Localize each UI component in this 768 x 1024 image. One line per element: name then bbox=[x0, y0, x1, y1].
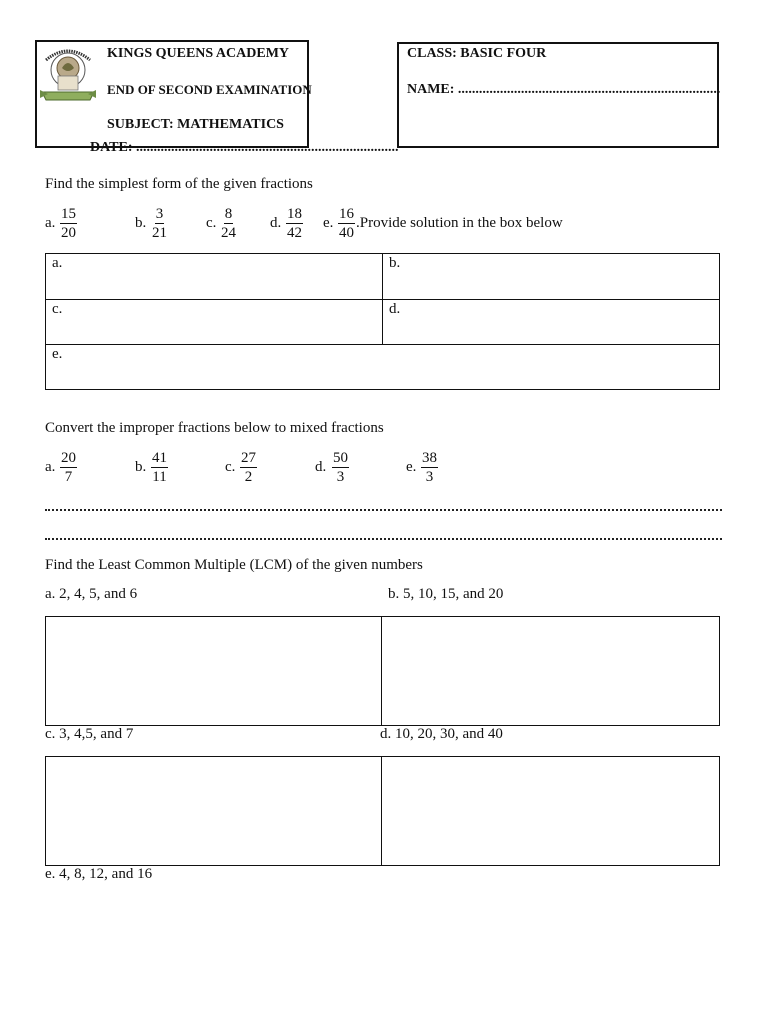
q3-instruction: Find the Least Common Multiple (LCM) of the given numbers bbox=[45, 557, 423, 573]
school-name: KINGS QUEENS ACADEMY bbox=[107, 46, 290, 61]
q2-label-b: b. bbox=[135, 459, 147, 475]
q3-item-e: e. 4, 8, 12, and 16 bbox=[45, 866, 153, 882]
class-label: CLASS: BASIC FOUR bbox=[407, 46, 547, 61]
q2-label-a: a. bbox=[45, 459, 56, 475]
subject-label: SUBJECT: MATHEMATICS bbox=[107, 117, 284, 132]
q2-answer-line[interactable] bbox=[45, 509, 722, 511]
q2-fraction-e: $\frac{38}{3}$ bbox=[422, 450, 437, 485]
q1-instruction: Find the simplest form of the given fractions bbox=[45, 176, 313, 192]
q2-fraction-a: $\frac{20}{7}$ bbox=[61, 450, 76, 485]
q3-item-c: c. 3, 4,5, and 7 bbox=[45, 726, 134, 742]
q3-grid-divider bbox=[381, 616, 382, 726]
q1-fraction-c: $\frac{8}{24}$ bbox=[221, 206, 236, 241]
q1-answer-cell-a[interactable]: a. bbox=[52, 255, 63, 271]
q1-answer-cell-c[interactable]: c. bbox=[52, 301, 63, 317]
q2-fraction-c: $\frac{27}{2}$ bbox=[241, 450, 256, 485]
q1-fraction-e: $\frac{16}{40}$ bbox=[339, 206, 354, 241]
q1-label-b: b. bbox=[135, 215, 147, 231]
school-crest-icon bbox=[38, 46, 98, 106]
q3-answer-cell-b[interactable] bbox=[383, 617, 719, 725]
q1-answer-cell-e[interactable]: e. bbox=[52, 346, 63, 362]
q1-label-d: d. bbox=[270, 215, 282, 231]
q2-answer-line[interactable] bbox=[45, 538, 722, 540]
q2-instruction: Convert the improper fractions below to mixed fractions bbox=[45, 420, 384, 436]
date-field[interactable]: DATE: ........................................................................... bbox=[90, 140, 399, 155]
exam-title: END OF SECOND EXAMINATION bbox=[107, 82, 312, 97]
q2-fraction-d: $\frac{50}{3}$ bbox=[333, 450, 348, 485]
q1-fraction-a: $\frac{15}{20}$ bbox=[61, 206, 76, 241]
q3-answer-cell-a[interactable] bbox=[46, 617, 380, 725]
q1-grid-row-line bbox=[45, 344, 720, 345]
q1-answer-cell-b[interactable]: b. bbox=[389, 255, 401, 271]
q1-grid-row-line bbox=[45, 299, 720, 300]
q1-label-a: a. bbox=[45, 215, 56, 231]
q2-label-e: e. bbox=[406, 459, 417, 475]
name-field[interactable]: NAME: ........................................................................... bbox=[407, 82, 721, 97]
q3-grid-divider bbox=[381, 756, 382, 866]
q1-fraction-b: $\frac{3}{21}$ bbox=[152, 206, 167, 241]
q2-fraction-b: $\frac{41}{11}$ bbox=[152, 450, 167, 485]
q1-fraction-d: $\frac{18}{42}$ bbox=[287, 206, 302, 241]
q3-answer-cell-c[interactable] bbox=[46, 757, 380, 865]
q2-label-c: c. bbox=[225, 459, 236, 475]
q3-answer-cell-d[interactable] bbox=[383, 757, 719, 865]
q1-label-c: c. bbox=[206, 215, 217, 231]
q3-item-a: a. 2, 4, 5, and 6 bbox=[45, 586, 138, 602]
q1-trailing-text: .Provide solution in the box below bbox=[356, 215, 563, 231]
q2-label-d: d. bbox=[315, 459, 327, 475]
q3-item-d: d. 10, 20, 30, and 40 bbox=[380, 726, 503, 742]
q1-answer-cell-d[interactable]: d. bbox=[389, 301, 401, 317]
q3-item-b: b. 5, 10, 15, and 20 bbox=[388, 586, 504, 602]
q1-label-e: e. bbox=[323, 215, 334, 231]
